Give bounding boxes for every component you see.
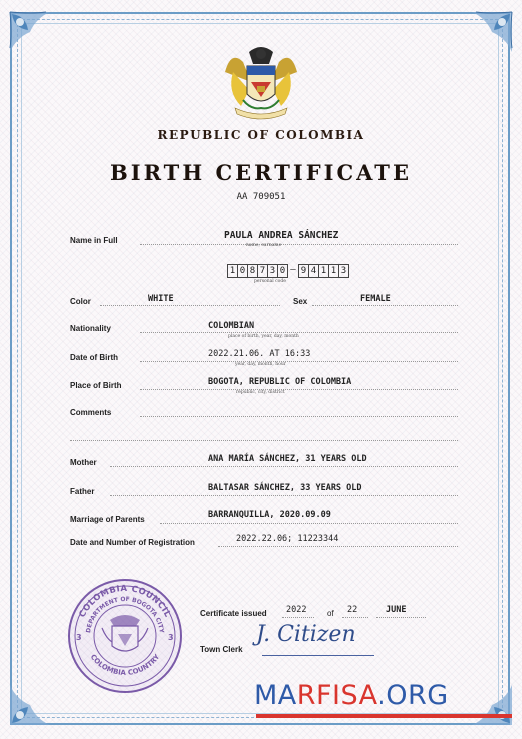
- code-digit: 1: [318, 264, 329, 278]
- seal-number-right: 3: [168, 633, 174, 642]
- nationality-line: [140, 332, 458, 333]
- clerk-label: Town Clerk: [200, 645, 243, 654]
- issued-day-line: [342, 617, 368, 618]
- registration-value: 2022.22.06; 11223344: [236, 534, 339, 544]
- watermark-logo: [254, 680, 449, 711]
- name-value: PAULA ANDREA SÁNCHEZ: [224, 230, 339, 241]
- mother-line: [110, 466, 458, 467]
- signature-line: [262, 655, 374, 656]
- pob-label: Place of Birth: [70, 381, 122, 390]
- name-label: Name in Full: [70, 236, 118, 245]
- color-line: [100, 305, 280, 306]
- watermark-part-2: RFISA: [296, 680, 378, 711]
- code-digit: 3: [338, 264, 349, 278]
- marriage-value: BARRANQUILLA, 2020.09.09: [208, 510, 331, 520]
- seal-number-left: 3: [76, 633, 82, 642]
- name-line: [140, 244, 458, 245]
- color-label: Color: [70, 297, 91, 306]
- marriage-line: [160, 523, 458, 524]
- corner-ornament-icon: [6, 681, 54, 729]
- dob-hint: year, day, month, hour: [235, 362, 286, 367]
- code-digit: 1: [328, 264, 339, 278]
- document-title: BIRTH CERTIFICATE: [110, 160, 412, 185]
- father-line: [110, 495, 458, 496]
- nationality-label: Nationality: [70, 324, 111, 333]
- registration-line: [218, 546, 458, 547]
- sex-line: [312, 305, 458, 306]
- coat-of-arms-icon: [221, 42, 301, 126]
- official-seal-icon: [62, 576, 188, 696]
- sex-value: FEMALE: [360, 294, 391, 304]
- corner-ornament-icon: [468, 681, 516, 729]
- watermark-part-3: .ORG: [377, 680, 449, 711]
- code-digit: 4: [308, 264, 319, 278]
- name-hint: name, surname: [246, 243, 282, 248]
- personal-code-hint: personal code: [254, 279, 286, 284]
- nationality-hint: place of birth, year, day, month: [228, 334, 299, 339]
- issued-label: Certificate issued: [200, 609, 267, 618]
- clerk-signature: J. Citizen: [256, 622, 356, 647]
- comments-line-2: [70, 440, 458, 441]
- registration-label: Date and Number of Registration: [70, 538, 195, 547]
- dob-value: 2022.21.06. AT 16:33: [208, 349, 311, 359]
- seal-bottom-text: COLOMBIA COUNTRY: [88, 652, 162, 677]
- father-label: Father: [70, 487, 95, 496]
- mother-value: ANA MARÍA SÁNCHEZ, 31 YEARS OLD: [208, 454, 367, 464]
- issued-year-line: [282, 617, 314, 618]
- pob-line: [140, 389, 458, 390]
- personal-code-boxes: [228, 264, 349, 278]
- code-digit: 0: [237, 264, 248, 278]
- code-separator: –: [290, 265, 296, 275]
- code-digit: 9: [298, 264, 309, 278]
- color-value: WHITE: [148, 294, 174, 304]
- seal-middle-text: DEPARTMENT OF BOGOTA CITY: [85, 595, 165, 634]
- code-digit: 1: [227, 264, 238, 278]
- seal-top-text: COLOMBIA COUNCIL: [77, 583, 173, 620]
- nationality-value: COLOMBIAN: [208, 321, 255, 331]
- code-digit: 3: [267, 264, 278, 278]
- pob-hint: republic, city, district: [236, 390, 285, 395]
- country-heading: REPUBLIC OF COLOMBIA: [157, 128, 365, 142]
- dob-label: Date of Birth: [70, 353, 118, 362]
- sex-label: Sex: [293, 297, 308, 306]
- pob-value: BOGOTA, REPUBLIC OF COLOMBIA: [208, 377, 352, 387]
- comments-label: Comments: [70, 408, 112, 417]
- serial-number: AA 709051: [236, 192, 286, 202]
- mother-label: Mother: [70, 458, 97, 467]
- code-digit: 8: [247, 264, 258, 278]
- code-digit: 7: [257, 264, 268, 278]
- corner-ornament-icon: [6, 8, 54, 56]
- issued-month: JUNE: [386, 605, 407, 615]
- issued-of: of: [327, 609, 334, 618]
- issued-year: 2022: [286, 605, 307, 615]
- issued-day: 22: [347, 605, 358, 615]
- watermark-part-1: MA: [254, 680, 297, 711]
- marriage-label: Marriage of Parents: [70, 515, 145, 524]
- watermark-underline: [256, 714, 512, 718]
- father-value: BALTASAR SÁNCHEZ, 33 YEARS OLD: [208, 483, 362, 493]
- code-digit: 0: [277, 264, 288, 278]
- corner-ornament-icon: [468, 8, 516, 56]
- comments-line-1: [140, 416, 458, 417]
- dob-line: [140, 361, 458, 362]
- issued-month-line: [376, 617, 426, 618]
